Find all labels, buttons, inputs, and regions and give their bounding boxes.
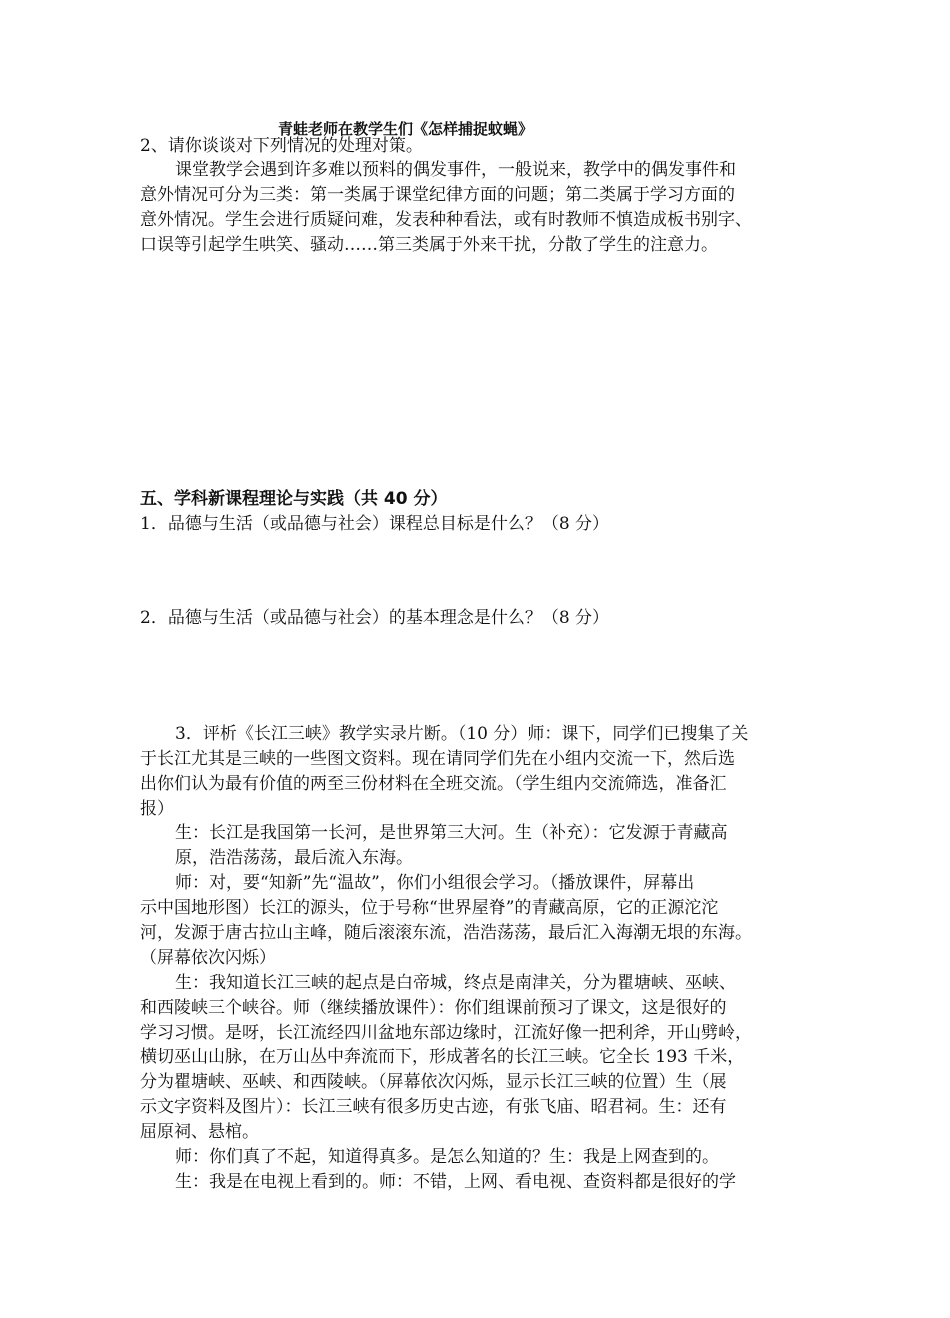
q3-line: 河，发源于唐古拉山主峰，随后滚滚东流，浩浩荡荡，最后汇入海潮无垠的东海。 [140, 923, 752, 943]
section-5-heading: 五、学科新课程理论与实践（共 40 分） [140, 489, 448, 509]
q3-line: 生：我是在电视上看到的。师：不错，上网、看电视、查资料都是很好的学 [175, 1172, 736, 1192]
q3-line: （屏幕依次闪烁） [140, 948, 276, 968]
q2-body-line: 意外情况。学生会进行质疑问难，发表种种看法，或有时教师不慎造成板书别字、 [140, 210, 752, 230]
section-5-question-1: 1．品德与生活（或品德与社会）课程总目标是什么？（8 分） [140, 514, 610, 534]
q2-body-line: 意外情况可分为三类：第一类属于课堂纪律方面的问题；第二类属于学习方面的 [140, 185, 735, 205]
q3-line: 学习习惯。是呀，长江流经四川盆地东部边缘时，江流好像一把利斧，开山劈岭， [140, 1023, 752, 1043]
q3-line: 师：你们真了不起，知道得真多。是怎么知道的？生：我是上网查到的。 [175, 1147, 719, 1167]
q3-line: 师：对，要“知新”先“温故”，你们小组很会学习。（播放课件，屏幕出 [175, 873, 695, 893]
q3-line: 出你们认为最有价值的两至三份材料在全班交流。（学生组内交流筛选，准备汇 [140, 774, 727, 794]
q2-body-line: 课堂教学会遇到许多难以预料的偶发事件，一般说来，教学中的偶发事件和 [175, 160, 736, 180]
q3-line: 于长江尤其是三峡的一些图文资料。现在请同学们先在小组内交流一下，然后选 [140, 749, 735, 769]
q3-line: 示文字资料及图片）：长江三峡有很多历史古迹，有张飞庙、昭君祠。生：还有 [140, 1097, 727, 1117]
q2-body-line: 口误等引起学生哄笑、骚动……第三类属于外来干扰，分散了学生的注意力。 [140, 235, 718, 255]
q3-line: 横切巫山山脉，在万山丛中奔流而下，形成著名的长江三峡。它全长 193 千米， [140, 1047, 745, 1067]
q3-line: 示中国地形图）长江的源头，位于号称“世界屋脊”的青藏高原，它的正源沱沱 [140, 898, 719, 918]
q3-line: 分为瞿塘峡、巫峡、和西陵峡。（屏幕依次闪烁，显示长江三峡的位置）生（展 [140, 1072, 727, 1092]
q3-line: 生：我知道长江三峡的起点是白帝城，终点是南津关，分为瞿塘峡、巫峡、 [175, 973, 736, 993]
q3-line: 和西陵峡三个峡谷。师（继续播放课件）：你们组课前预习了课文，这是很好的 [140, 998, 727, 1018]
section-5-question-2: 2．品德与生活（或品德与社会）的基本理念是什么？（8 分） [140, 608, 610, 628]
q3-line: 原，浩浩荡荡，最后流入东海。 [175, 848, 413, 868]
q3-line: 3．评析《长江三峡》教学实录片断。（10 分）师：课下，同学们已搜集了关 [175, 724, 749, 744]
question-2-heading: 2、请你谈谈对下列情况的处理对策。 [140, 136, 423, 156]
q3-line: 屈原祠、悬棺。 [140, 1122, 259, 1142]
q3-line: 报） [140, 799, 174, 819]
q3-line: 生：长江是我国第一长河，是世界第三大河。生（补充）：它发源于青藏高 [175, 823, 728, 843]
document-title: 青蛙老师在教学生们《怎样捕捉蚊蝇》 [278, 120, 534, 138]
